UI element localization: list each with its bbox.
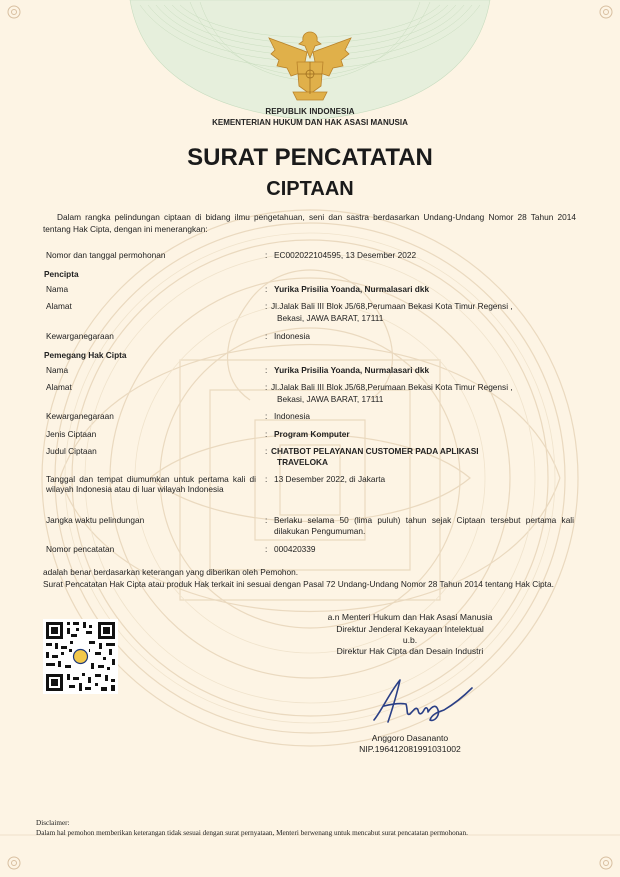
document-title: SURAT PENCATATAN: [187, 144, 433, 171]
jangka-label: Jangka waktu pelindungan: [46, 515, 145, 525]
handwritten-signature: [362, 670, 477, 730]
pemegang-kewarganegaraan-label: Kewarganegaraan: [46, 411, 114, 421]
qr-code: [43, 619, 118, 694]
pemegang-nama-label: Nama: [46, 365, 69, 375]
colon: :: [265, 429, 268, 439]
colon: :: [265, 331, 268, 341]
signatory-name: Anggoro Dasananto: [371, 733, 449, 743]
colon: :: [265, 301, 268, 311]
closing-line1: adalah benar berdasarkan keterangan yang diberikan oleh Pemohon.: [43, 567, 299, 577]
pemegang-nama-value: Yurika Prisilia Yoanda, Nurmalasari dkk: [274, 365, 430, 375]
colon: :: [265, 474, 268, 484]
pencipta-nama-label: Nama: [46, 284, 69, 294]
jenis-value: Program Komputer: [274, 429, 350, 439]
section-pencipta: Pencipta: [44, 269, 79, 279]
colon: :: [265, 284, 268, 294]
tanggal-label: Tanggal dan tempat diumumkan untuk pertama kali di wilayah Indonesia atau di luar wilayah Indonesia: [46, 474, 256, 494]
judul-value-line1: CHATBOT PELAYANAN CUSTOMER PADA APLIKASI: [271, 446, 479, 456]
tanggal-value: 13 Desember 2022, di Jakarta: [274, 474, 386, 484]
document-subtitle: CIPTAAN: [266, 178, 354, 200]
signature-line2: Direktur Jenderal Kekayaan Intelektual: [336, 624, 484, 634]
signature-line3: u.b.: [402, 635, 418, 645]
colon: :: [265, 446, 268, 456]
nomor-label: Nomor pencatatan: [46, 544, 115, 554]
pencipta-kewarganegaraan-value: Indonesia: [274, 331, 310, 341]
header-republik: REPUBLIK INDONESIA: [265, 107, 355, 116]
disclaimer-heading: Disclaimer:: [36, 819, 70, 827]
jangka-value: Berlaku selama 50 (lima puluh) tahun sejak Ciptaan tersebut pertama kali dilakukan Pengumuman.: [274, 515, 574, 536]
pencipta-alamat-label: Alamat: [46, 301, 72, 311]
colon: :: [265, 515, 268, 525]
judul-label: Judul Ciptaan: [46, 446, 97, 456]
colon: :: [265, 544, 268, 554]
pemegang-alamat-line2: Bekasi, JAWA BARAT, 17111: [277, 394, 384, 404]
garuda-emblem-icon: [263, 28, 357, 108]
colon: :: [265, 250, 268, 260]
permohonan-value: EC002022104595, 13 Desember 2022: [274, 250, 417, 260]
nomor-value: 000420339: [274, 544, 316, 554]
qr-logo-icon: [74, 650, 88, 664]
disclaimer-text: Dalam hal pemohon memberikan keterangan tidak sesuai dengan surat pernyataan, Menteri berwenang untuk mencabut surat pencatatan permohonan.: [36, 829, 468, 837]
pencipta-alamat-line1: Jl.Jalak Bali III Blok J5/68,Perumaan Bekasi Kota Timur Regensi ,: [271, 301, 513, 311]
colon: :: [265, 382, 268, 392]
closing-line2: Surat Pencatatan Hak Cipta atau produk Hak terkait ini sesuai dengan Pasal 72 Undang-Undang Nomor 28 Tahun 2014 tentang Hak Cipta.: [43, 579, 554, 589]
pencipta-nama-value: Yurika Prisilia Yoanda, Nurmalasari dkk: [274, 284, 430, 294]
pemegang-kewarganegaraan-value: Indonesia: [274, 411, 310, 421]
colon: :: [265, 365, 268, 375]
intro-paragraph: Dalam rangka pelindungan ciptaan di bidang ilmu pengetahuan, seni dan sastra berdasarkan Undang-Undang Nomor 28 Tahun 2014 tentang Hak Cipta, dengan ini menerangkan:: [43, 212, 576, 234]
signature-line1: a.n Menteri Hukum dan Hak Asasi Manusia: [327, 612, 493, 622]
section-pemegang: Pemegang Hak Cipta: [44, 350, 127, 360]
signatory-nip: NIP.196412081991031002: [359, 744, 461, 754]
judul-value-line2: TRAVELOKA: [277, 457, 329, 467]
signature-line4: Direktur Hak Cipta dan Desain Industri: [336, 646, 484, 656]
pencipta-alamat-line2: Bekasi, JAWA BARAT, 17111: [277, 313, 384, 323]
colon: :: [265, 411, 268, 421]
pencipta-kewarganegaraan-label: Kewarganegaraan: [46, 331, 114, 341]
header-kementerian: KEMENTERIAN HUKUM DAN HAK ASASI MANUSIA: [212, 118, 408, 127]
pemegang-alamat-label: Alamat: [46, 382, 72, 392]
jenis-label: Jenis Ciptaan: [46, 429, 97, 439]
pemegang-alamat-line1: Jl.Jalak Bali III Blok J5/68,Perumaan Bekasi Kota Timur Regensi ,: [271, 382, 513, 392]
permohonan-label: Nomor dan tanggal permohonan: [46, 250, 166, 260]
